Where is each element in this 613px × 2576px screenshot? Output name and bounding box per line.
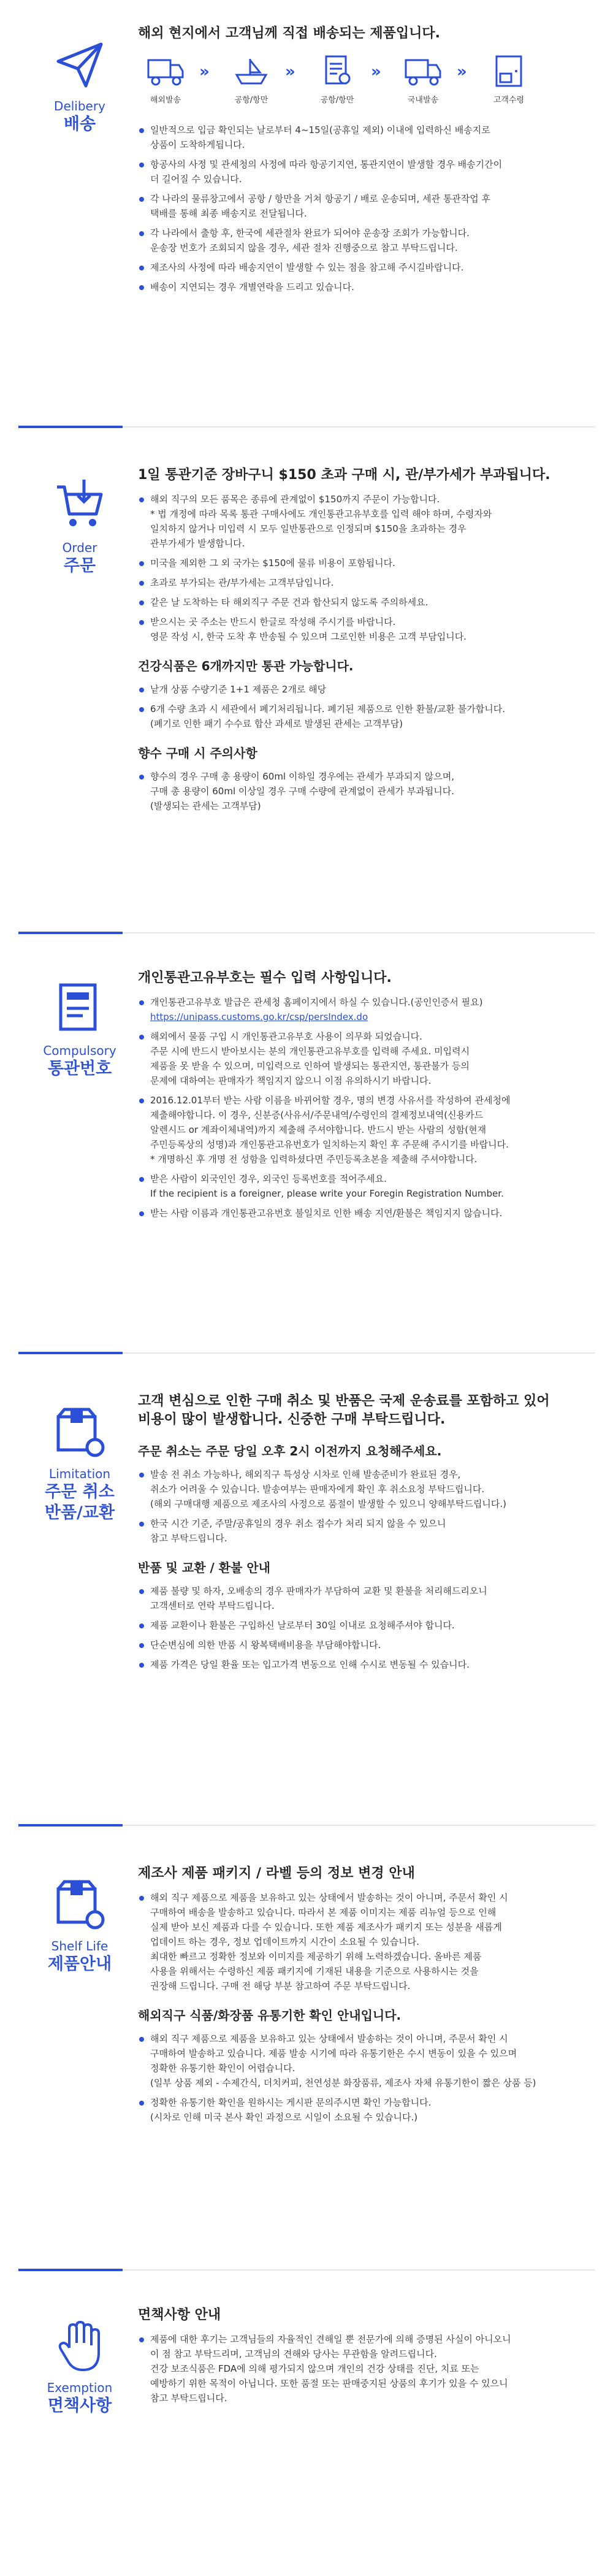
delivery-list [138,123,564,294]
list-item: 받은 사람이 외국인인 경우, 외국인 등록번호를 적어주세요. If the recipient is a foreigner, please write your Foregin Registration Number. [138,1171,564,1201]
delivery-side [37,37,123,135]
customs-label-en: Compulsory [43,1043,116,1058]
perfume-title: 향수 구매 시 주의사항 [138,746,257,761]
section-divider [18,1825,595,1826]
section-divider [18,2269,595,2271]
cancel-title: 주문 취소는 주문 당일 오후 2시 이전까지 요청해주세요. [138,1444,442,1459]
exemption-list [138,2332,564,2405]
document-id-icon [52,981,107,1037]
list-item: 초과로 부가되는 관/부가세는 고객부담입니다. [138,575,564,590]
list-item: 발송 전 취소 가능하나, 해외직구 특성상 시차로 인해 발송준비가 완료된 경우, 취소가 어려울 수 있습니다. 발송여부는 판매자에게 확인 후 취소요청 부탁드립니다. (해외 구매대행 제품으로 제조사의 사정으로 품절이 발생할 수 있으니 양해부탁드립니다.) [138,1467,564,1511]
order-section [37,466,564,908]
list-item: 낱개 상품 수량기준 1+1 제품은 2개로 해당 [138,682,564,697]
list-item: 해외 직구 제품으로 제품을 보유하고 있는 상태에서 발송하는 것이 아니며, 주문서 확인 시 구매하여 발송하고 있습니다. 제품 발송 시기에 따라 유통기한은 수시 변동이 있을 수 있으며 정확한 유통기한 확인이 어렵습니다. (일부 상품 제외 - 수제간식, 더치커피, 천연성분 화장품류, 제조사 자체 유통기한이 짧은 상품 등) [138,2031,564,2090]
step-label: 공항/항만 [320,96,354,105]
delivery-content [138,25,564,299]
list-item: 6개 수량 초과 시 세관에서 폐기처리됩니다. 폐기된 제품으로 인한 환불/교환 불가합니다. (폐기로 인한 패기 수수료 합산 과세로 발생된 관세는 고객부담) [138,702,564,731]
step-port-1 [224,54,279,105]
limitation-content [138,1392,564,1677]
door-box-icon [489,54,528,88]
exemption-section [37,2306,564,2551]
ship-icon [232,54,271,88]
step-label: 해외발송 [150,96,181,105]
delivery-title: 해외 현지에서 고객님께 직접 배송되는 제품입니다. [138,26,440,41]
paper-plane-icon [52,37,107,92]
product-box-icon [52,1877,107,1932]
list-item: 제품 교환이나 환불은 구입하신 날로부터 30일 이내로 요청해주셔야 합니다. [138,1618,564,1633]
limitation-label-kr: 주문 취소 반품/교환 [44,1482,115,1522]
customs-document-icon [318,54,357,88]
section-divider [18,426,595,427]
order-side [37,478,123,577]
customs-title: 개인통관고유부호는 필수 입력 사항입니다. [138,970,392,986]
shelflife-label-en: Shelf Life [51,1939,109,1953]
list-item: 일반적으로 입금 확인되는 날로부터 4~15일(공휴일 제외) 이내에 입력하신 배송지로 상품이 도착하게됩니다. [138,123,564,152]
list-item: 2016.12.01부터 받는 사람 이름을 바뀌어할 경우, 명의 변경 사유서를 작성하여 관세청에 제출해야합니다. 이 경우, 신분증(사유서/주문내역/수령인의 결제정보내역(신용카드 알렌시드 or 계좌이체내역)까지 제출해 주셔야합니다. 반드시 받는 사람의 성함(현재 주민등록상의 성명)과 개인통관고유번호가 일치하는지 확인 후 주문해 주시기를 바랍니다. * 개명하신 후 개명 전 성함을 입력하셨다면 주민등록초본을 제출해 주셔야합니다. [138,1093,564,1167]
list-item: 받는 사람 이름과 개인통관고유번호 불일치로 인한 배송 지연/환불은 책임지지 않습니다. [138,1206,564,1221]
list-item: 제조사의 사정에 따라 배송지연이 발생할 수 있는 점을 참고해 주시길바랍니다. [138,260,564,275]
list-item: 배송이 지연되는 경우 개별연락을 드리고 있습니다. [138,280,564,294]
delivery-steps [138,54,564,115]
list-item: 미국을 제외한 그 외 국가는 $150에 물류 비용이 포함됩니다. [138,556,564,570]
exemption-side [37,2318,123,2417]
expiry-list [138,2031,564,2125]
truck-icon [146,54,185,88]
customs-list [138,995,564,1221]
limitation-side [37,1405,123,1524]
list-item: 해외 직구의 모든 품목은 종류에 관계없이 $150까지 주문이 가능합니다. * 법 개정에 따라 목록 통관 구매사에도 개인통관고유부호를 입력 해야 하며, 수령자와 일치하지 않거나 미입력 시 모두 일반통관으로 인정되며 $150을 초과하는 경우 관부가세가 발생합니다. [138,492,564,551]
shelflife-title: 제조사 제품 패키지 / 라벨 등의 정보 변경 안내 [138,1866,415,1881]
step-arrow-icon: » [371,63,381,81]
shopping-cart-icon [52,478,107,534]
hand-icon [52,2318,107,2374]
delivery-section [37,25,564,393]
exemption-label-kr: 면책사항 [47,2396,112,2415]
health-food-title: 건강식품은 6개까지만 통관 가능합니다. [138,659,354,673]
shelflife-section [37,1865,564,2263]
limitation-section [37,1392,564,1797]
step-port-2 [310,54,365,105]
order-label-kr: 주문 [63,556,96,575]
list-item: 정확한 유통기한 확인을 원하시는 게시판 문의주시면 확인 가능합니다. (시차로 인해 미국 본사 확인 과정으로 시일이 소요될 수 있습니다.) [138,2095,564,2125]
list-item: 제품 가격은 당일 환율 또는 입고가격 변동으로 인해 수시로 변동될 수 있습니다. [138,1657,564,1672]
list-item: 향수의 경우 구매 총 용량이 60ml 이하일 경우에는 관세가 부과되지 않으며, 구매 총 용량이 60ml 이상일 경우 구매 수량에 관계없이 관세가 부과됩니다. (발생되는 관세는 고객부담) [138,769,564,813]
customs-label-kr: 통관번호 [47,1059,112,1078]
list-item-text: 개인통관고유부호 발급은 관세청 홈페이지에서 하실 수 있습니다.(공인인증서 필요) [150,997,483,1008]
order-title: 1일 통관기준 장바구니 $150 초과 구매 시, 관/부가세가 부과됩니다. [138,467,550,483]
delivery-label-kr: 배송 [63,115,96,134]
delivery-label-en: Delibery [54,99,105,113]
box-return-icon [52,1405,107,1460]
customs-section [37,969,564,1337]
cancel-list [138,1467,564,1546]
shelflife-list [138,1890,564,1993]
customs-side [37,981,123,1079]
step-label: 공항/항만 [234,96,268,105]
exemption-label-en: Exemption [47,2380,113,2395]
shelflife-side [37,1877,123,1975]
health-food-list [138,682,564,731]
step-arrow-icon: » [199,63,210,81]
expiry-title: 해외직구 식품/화장품 유통기한 확인 안내입니다. [138,2008,402,2023]
truck-icon [403,54,443,88]
customs-content [138,969,564,1225]
limitation-label-en: Limitation [48,1466,111,1481]
order-content [138,466,564,818]
list-item: 단순변심에 의한 반품 시 왕복택배비용을 부담해야합니다. [138,1638,564,1652]
shelflife-content [138,1865,564,2129]
list-item: 제품에 대한 후기는 고객님들의 자율적인 견해일 뿐 전문가에 의해 증명된 사실이 아니오니 이 점 참고 부탁드리며, 고객님의 견해와 당사는 무관함을 알려드립니다. 건강 보조식품은 FDA에 의해 평가되지 않으며 개인의 건강 상태를 진단, 치료 또는 예방하기 위한 목적이 아닙니다. 또한 품절 또는 판매중지된 상품의 후기가 있을 수 있으니 참고 부탁드립니다. [138,2332,564,2405]
section-divider [18,932,595,933]
list-item: 받으시는 곳 주소는 반드시 한글로 작성해 주시기를 바랍니다. 영문 작성 시, 한국 도착 후 반송될 수 있으며 그로인한 비용은 고객 부담입니다. [138,615,564,644]
list-item: 각 나라에서 출항 후, 한국에 세관절차 완료가 되어야 운송장 조회가 가능합니다. 운송장 번호가 조회되지 않을 경우, 세관 절차 진행중으로 참고 부탁드립니다. [138,226,564,255]
list-item: 해외 직구 제품으로 제품을 보유하고 있는 상태에서 발송하는 것이 아니며, 주문서 확인 시 구매하여 배송을 발송하고 있습니다. 따라서 본 제품 이미지는 제품 리뉴얼 등으로 인해 실제 받아 보신 제품과 다를 수 있습니다. 또한 제품 제조사가 패키지 또는 성분을 새롭게 업데이트 하는 경우, 정보 업데이트까지 시간이 소요될 수 있습니다. 최대한 빠르고 정확한 정보와 이미지를 제공하기 위해 노력하겠습니다. 올바른 제품 사용을 위해서는 수령하신 제품 패키지에 기재된 내용을 기준으로 사용하시는 것을 권장해 드립니다. 구매 전 해당 부분 참고하여 주문 부탁드립니다. [138,1890,564,1993]
step-overseas [138,54,193,105]
step-domestic [395,54,451,105]
step-label: 국내발송 [407,96,439,105]
list-item: 제품 불량 및 하자, 오배송의 경우 판매자가 부담하여 교환 및 환불을 처리해드리오니 고객센터로 연락 부탁드립니다. [138,1584,564,1613]
step-arrow-icon: » [457,63,467,81]
section-divider [18,1352,595,1354]
step-arrow-icon: » [285,63,295,81]
list-item: 같은 날 도착하는 타 해외직구 주문 건과 합산되지 않도록 주의하세요. [138,595,564,610]
order-label-en: Order [62,540,97,555]
exemption-title: 면책사항 안내 [138,2307,221,2323]
shelflife-label-kr: 제품안내 [47,1955,112,1974]
unipass-link[interactable]: https://unipass.customs.go.kr/csp/persIndex.do [150,1011,368,1022]
perfume-list [138,769,564,813]
list-item: 해외에서 물품 구입 시 개인통관고유부호 사용이 의무화 되었습니다. 주문 시에 반드시 받아보시는 분의 개인통관고유부호를 입력해 주세요. 미입력시 제품을 못 받을 수 있으며, 미입력으로 인하여 발생되는 통관지연, 통관불가 등의 문제에 대하여는 판매자가 책임지지 않으니 이점 유의하시기 바랍니다. [138,1029,564,1088]
return-list [138,1584,564,1672]
list-item: 각 나라의 물류창고에서 공항 / 항만을 거쳐 항공기 / 배로 운송되며, 세관 통관작업 후 택배를 통해 최종 배송지로 전달됩니다. [138,191,564,221]
return-title: 반품 및 교환 / 환불 안내 [138,1560,270,1575]
list-item: 한국 시간 기준, 주말/공휴일의 경우 취소 접수가 처리 되지 않을 수 있으니 참고 부탁드립니다. [138,1516,564,1546]
list-item: 항공사의 사정 및 관세청의 사정에 따라 항공기지연, 통관지연이 발생할 경우 배송기간이 더 길어질 수 있습니다. [138,157,564,186]
limitation-title: 고객 변심으로 인한 구매 취소 및 반품은 국제 운송료를 포함하고 있어 비용이 많이 발생합니다. 신중한 구매 부탁드립니다. [138,1393,550,1427]
list-item [138,995,564,1024]
step-receive [481,54,536,105]
exemption-content [138,2306,564,2410]
order-list [138,492,564,644]
step-label: 고객수령 [493,96,525,105]
